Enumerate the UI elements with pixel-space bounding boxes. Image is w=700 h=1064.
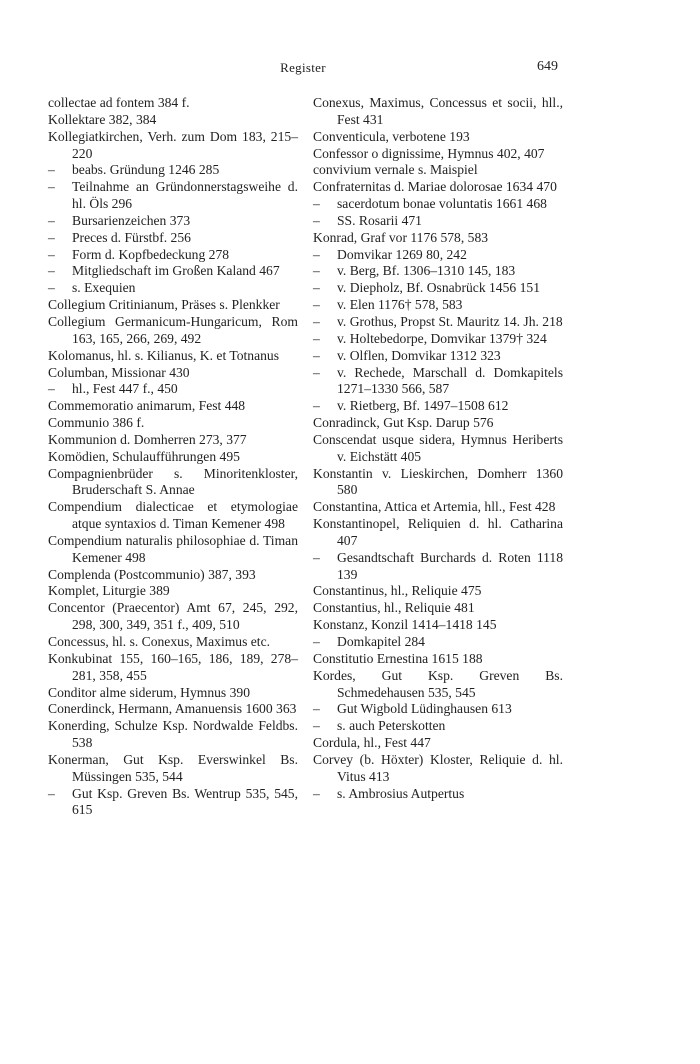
entry-text: SS. Rosarii 471	[337, 212, 422, 228]
index-subentry	[313, 314, 563, 331]
entry-text: Konkubinat 155, 160–165, 186, 189, 278–281, 358, 455	[48, 650, 298, 683]
entry-text: s. Ambrosius Autpertus	[337, 785, 465, 801]
entry-text: Konerding, Schulze Ksp. Nordwalde Feldbs. 538	[48, 718, 298, 751]
entry-text: Confraternitas d. Mariae dolorosae 1634 470	[313, 179, 557, 195]
index-entry	[48, 701, 298, 718]
entry-text: Kollektare 382, 384	[48, 111, 157, 127]
entry-text: Concentor (Praecentor) Amt 67, 245, 292, 298, 300, 349, 351 f., 409, 510	[48, 600, 298, 633]
entry-text: Communio 386 f.	[48, 415, 145, 431]
subentry-dash: –	[313, 280, 320, 296]
entry-text: sacerdotum bonae voluntatis 1661 468	[337, 196, 547, 212]
index-entry	[48, 634, 298, 651]
index-entry	[48, 651, 298, 685]
index-entry	[313, 499, 563, 516]
entry-text: Commemoratio animarum, Fest 448	[48, 398, 246, 414]
entry-text: Collegium Germanicum-Hungaricum, Rom 163, 165, 266, 269, 492	[48, 313, 298, 346]
index-entry	[313, 651, 563, 668]
entry-text: s. Exequien	[72, 280, 136, 296]
entry-text: s. auch Peterskotten	[337, 718, 446, 734]
entry-text: Gut Wigbold Lüdinghausen 613	[337, 701, 512, 717]
entry-text: Form d. Kopfbedeckung 278	[72, 246, 230, 262]
entry-text: Columban, Missionar 430	[48, 364, 190, 380]
entry-text: convivium vernale s. Maispiel	[313, 162, 478, 178]
index-entry	[313, 146, 563, 163]
index-entry	[48, 432, 298, 449]
entry-text: Komplet, Liturgie 389	[48, 583, 170, 599]
entry-text: Compagnienbrüder s. Minoritenkloster, Bruderschaft S. Annae	[48, 465, 298, 498]
index-entry	[48, 449, 298, 466]
entry-text: beabs. Gründung 1246 285	[72, 162, 220, 178]
entry-text: Konstantin v. Lieskirchen, Domherr 1360 580	[313, 465, 563, 498]
entry-text: Compendium dialecticae et etymologiae atque syntaxios d. Timan Kemener 498	[48, 499, 298, 532]
entry-text: collectae ad fontem 384 f.	[48, 95, 190, 110]
index-entry	[48, 567, 298, 584]
index-entry	[48, 685, 298, 702]
entry-text: Kommunion d. Domherren 273, 377	[48, 431, 247, 447]
index-subentry	[48, 280, 298, 297]
index-entry	[48, 718, 298, 752]
index-entry	[313, 516, 563, 550]
index-entry	[313, 600, 563, 617]
subentry-dash: –	[48, 162, 55, 178]
index-subentry	[313, 365, 563, 399]
index-entry	[313, 735, 563, 752]
running-title: Register	[280, 60, 326, 75]
subentry-dash: –	[313, 347, 320, 363]
entry-text: Compendium naturalis philosophiae d. Timan Kemener 498	[48, 532, 298, 565]
index-entry	[313, 617, 563, 634]
entry-text: Conradinck, Gut Ksp. Darup 576	[313, 415, 494, 431]
entry-text: v. Olflen, Domvikar 1312 323	[337, 347, 501, 363]
subentry-dash: –	[313, 196, 320, 212]
index-entry	[48, 533, 298, 567]
index-entry	[313, 415, 563, 432]
entry-text: Conditor alme siderum, Hymnus 390	[48, 684, 251, 700]
index-subentry	[313, 786, 563, 803]
entry-text: Concessus, hl. s. Conexus, Maximus etc.	[48, 634, 271, 649]
index-subentry	[48, 162, 298, 179]
entry-text: Cordula, hl., Fest 447	[313, 735, 431, 751]
index-entry	[48, 583, 298, 600]
subentry-dash: –	[313, 246, 320, 262]
index-subentry	[48, 786, 298, 820]
index-subentry	[48, 230, 298, 247]
entry-text: Gesandtschaft Burchards d. Roten 1118 139	[337, 549, 563, 582]
subentry-dash: –	[313, 634, 320, 649]
index-subentry	[48, 263, 298, 280]
index-entry	[48, 348, 298, 365]
subentry-dash: –	[313, 297, 320, 313]
index-entry	[48, 499, 298, 533]
entry-text: Constantina, Attica et Artemia, hll., Fest 428	[313, 499, 556, 515]
index-subentry	[313, 213, 563, 230]
subentry-dash: –	[313, 212, 320, 228]
subentry-dash: –	[48, 381, 55, 397]
entry-text: Konstantinopel, Reliquien d. hl. Catharina 407	[313, 516, 563, 548]
index-subentry	[313, 348, 563, 365]
index-subentry	[313, 196, 563, 213]
entry-text: Corvey (b. Höxter) Kloster, Reliquie d. hl. Vitus 413	[313, 751, 563, 784]
index-subentry	[48, 179, 298, 213]
index-entry	[313, 752, 563, 786]
subentry-dash: –	[313, 701, 320, 717]
index-subentry	[313, 398, 563, 415]
entry-text: Konerman, Gut Ksp. Everswinkel Bs. Müssingen 535, 544	[48, 751, 298, 784]
index-entry	[48, 398, 298, 415]
index-subentry	[313, 263, 563, 280]
entry-text: Konrad, Graf vor 1176 578, 583	[313, 229, 489, 245]
entry-text: Bursarienzeichen 373	[72, 212, 191, 228]
entry-text: Collegium Critinianum, Präses s. Plenkker	[48, 297, 280, 313]
index-subentry	[313, 634, 563, 651]
index-entry	[48, 415, 298, 432]
index-entry	[48, 600, 298, 634]
entry-text: Constantius, hl., Reliquie 481	[313, 600, 475, 616]
entry-text: Mitgliedschaft im Großen Kaland 467	[72, 263, 280, 279]
entry-text: Confessor o dignissime, Hymnus 402, 407	[313, 145, 545, 161]
index-subentry	[313, 280, 563, 297]
index-entry	[48, 129, 298, 163]
entry-text: hl., Fest 447 f., 450	[72, 381, 178, 397]
subentry-dash: –	[313, 785, 320, 801]
entry-text: v. Berg, Bf. 1306–1310 145, 183	[337, 263, 516, 279]
index-entry	[313, 668, 563, 702]
entry-text: Complenda (Postcommunio) 387, 393	[48, 566, 256, 582]
entry-text: Preces d. Fürstbf. 256	[72, 229, 191, 245]
index-subentry	[48, 213, 298, 230]
subentry-dash: –	[313, 398, 320, 414]
index-entry	[313, 179, 563, 196]
subentry-dash: –	[313, 330, 320, 346]
index-entry	[48, 466, 298, 500]
entry-text: Komödien, Schulaufführungen 495	[48, 448, 240, 464]
index-subentry	[48, 247, 298, 264]
index-subentry	[313, 331, 563, 348]
subentry-dash: –	[313, 718, 320, 734]
entry-text: v. Diepholz, Bf. Osnabrück 1456 151	[337, 280, 540, 296]
entry-text: v. Rechede, Marschall d. Domkapitels 1271–1330 566, 587	[337, 364, 563, 397]
index-entry	[48, 752, 298, 786]
index-subentry	[313, 718, 563, 735]
subentry-dash: –	[48, 179, 55, 195]
index-entry	[313, 583, 563, 600]
entry-text: Conventicula, verbotene 193	[313, 128, 470, 144]
index-entry	[313, 95, 563, 129]
entry-text: Domkapitel 284	[337, 634, 425, 649]
index-column-right	[313, 95, 563, 802]
subentry-dash: –	[48, 246, 55, 262]
index-subentry	[48, 381, 298, 398]
subentry-dash: –	[48, 280, 55, 296]
index-subentry	[313, 297, 563, 314]
entry-text: Teilnahme an Gründonnerstagsweihe d. hl. Öls 296	[72, 179, 298, 212]
entry-text: Conscendat usque sidera, Hymnus Heriberts v. Eichstätt 405	[313, 431, 563, 464]
index-subentry	[313, 247, 563, 264]
index-entry	[48, 365, 298, 382]
page-number: 649	[537, 59, 558, 74]
subentry-dash: –	[313, 549, 320, 565]
index-entry	[48, 314, 298, 348]
index-entry	[48, 95, 298, 112]
subentry-dash: –	[313, 263, 320, 279]
entry-text: v. Grothus, Propst St. Mauritz 14. Jh. 218	[337, 313, 563, 329]
entry-text: Gut Ksp. Greven Bs. Wentrup 535, 545, 615	[72, 785, 298, 818]
subentry-dash: –	[48, 229, 55, 245]
index-entry	[48, 112, 298, 129]
subentry-dash: –	[313, 364, 320, 380]
subentry-dash: –	[313, 313, 320, 329]
index-entry	[313, 432, 563, 466]
index-entry	[313, 230, 563, 247]
index-entry	[313, 466, 563, 500]
entry-text: v. Elen 1176† 578, 583	[337, 297, 463, 313]
entry-text: v. Rietberg, Bf. 1497–1508 612	[337, 398, 509, 414]
subentry-dash: –	[48, 785, 55, 801]
entry-text: Kordes, Gut Ksp. Greven Bs. Schmedehausen 535, 545	[313, 667, 563, 700]
index-entry	[313, 129, 563, 146]
entry-text: Conerdinck, Hermann, Amanuensis 1600 363	[48, 701, 297, 717]
index-column-left	[48, 95, 298, 819]
entry-text: Conexus, Maximus, Concessus et socii, hll., Fest 431	[313, 95, 563, 127]
entry-text: Konstanz, Konzil 1414–1418 145	[313, 617, 497, 633]
index-entry	[48, 297, 298, 314]
entry-text: v. Holtebedorpe, Domvikar 1379† 324	[337, 330, 547, 346]
entry-text: Constantinus, hl., Reliquie 475	[313, 583, 482, 599]
entry-text: Constitutio Ernestina 1615 188	[313, 650, 483, 666]
entry-text: Domvikar 1269 80, 242	[337, 246, 467, 262]
index-entry	[313, 162, 563, 179]
subentry-dash: –	[48, 212, 55, 228]
entry-text: Kolomanus, hl. s. Kilianus, K. et Totnanus	[48, 347, 280, 363]
subentry-dash: –	[48, 263, 55, 279]
entry-text: Kollegiatkirchen, Verh. zum Dom 183, 215–220	[48, 128, 298, 161]
index-subentry	[313, 550, 563, 584]
index-subentry	[313, 701, 563, 718]
